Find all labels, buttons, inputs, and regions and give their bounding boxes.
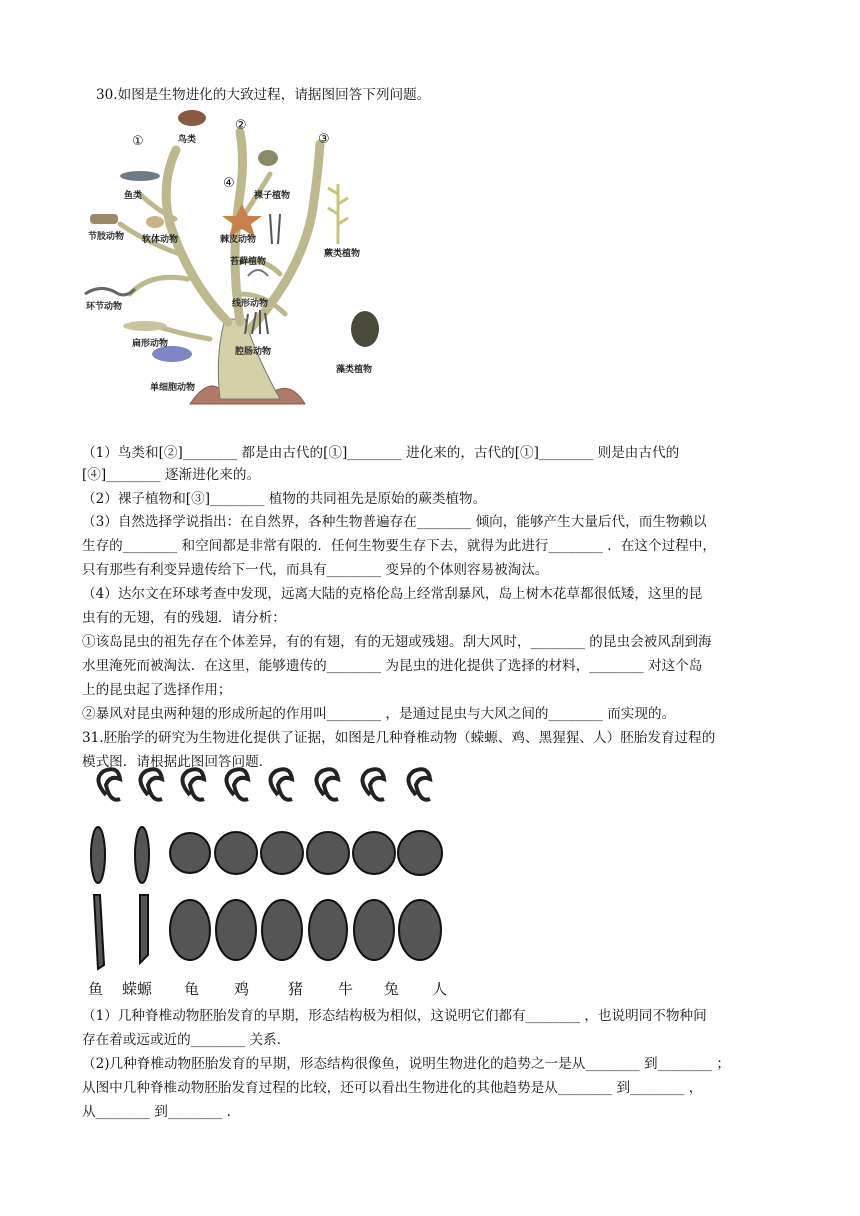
label-algae: 藻类植物 bbox=[336, 365, 373, 375]
algae-image bbox=[351, 311, 379, 347]
bird-image bbox=[178, 110, 206, 126]
q30-part3-line1: （3）自然选择学说指出：在自然界，各种生物普遍存在________ 倾向，能够产生大量后代，而生物赖以 bbox=[82, 514, 707, 530]
q31-part2-line1-text: （2)几种脊椎动物胚胎发育的早期，形态结构很像鱼，说明生物进化的趋势之一是从 bbox=[82, 1056, 586, 1072]
embryo-drawing bbox=[80, 765, 460, 975]
animal-label-cow: 牛 bbox=[338, 980, 354, 998]
q30-part1-line1: （1）鸟类和[②]________ 都是由古代的[①]________ 进化来的，古代的[①]________ 则是由古代的 bbox=[82, 445, 680, 461]
label-fish: 鱼类 bbox=[124, 191, 143, 201]
q31-title-line2: 模式图．请根据此图回答问题． bbox=[82, 754, 273, 770]
fish-image bbox=[120, 171, 160, 181]
q31-title-line1: 31.胚胎学的研究为生物进化提供了证据，如图是几种脊椎动物（蝾螈、鸡、黑猩猩、人）胚胎发育过程的 bbox=[82, 730, 716, 746]
q31-part1-line2: 存在着或远或近的________ 关系． bbox=[82, 1032, 291, 1048]
animal-label-pig: 猪 bbox=[288, 980, 304, 998]
label-nematodes: 线形动物 bbox=[232, 299, 269, 309]
mollusk-image bbox=[146, 216, 164, 228]
q30-part3-line3: 只有那些有利变异遗传给下一代，而具有________ 变异的个体则容易被淘汰。 bbox=[82, 562, 549, 578]
q31-part2-line2: 从图中几种脊椎动物胚胎发育过程的比较，还可以看出生物进化的其他趋势是从________ 到________ ， bbox=[82, 1080, 703, 1096]
label-echinoderms: 棘皮动物 bbox=[220, 235, 257, 245]
q30-part4-line1: （4）达尔文在环球考查中发现，远离大陆的克格伦岛上经常刮暴风，岛上树木花草都很低矮，这里的昆 bbox=[82, 586, 703, 602]
q31-part1-line1: （1）几种脊椎动物胚胎发育的早期，形态结构极为相似，这说明它们都有________ ，也说明同不物种间 bbox=[82, 1008, 707, 1024]
label-mosses: 苔藓植物 bbox=[230, 257, 267, 267]
animal-label-fish: 鱼 bbox=[88, 980, 104, 998]
q30-part1-line2: [④]________ 逐渐进化来的。 bbox=[82, 467, 261, 483]
label-arthropods: 节肢动物 bbox=[88, 232, 125, 242]
q30-part4-line5: 上的昆虫起了选择作用； bbox=[82, 682, 232, 698]
marker-4: ④ bbox=[223, 176, 235, 191]
q31-part2-blank-underlined: ________ bbox=[585, 1056, 640, 1072]
q31-part2-line3: 从________ 到________ . bbox=[82, 1104, 231, 1120]
animal-label-chicken: 鸡 bbox=[234, 980, 250, 998]
evolution-tree-figure bbox=[80, 104, 380, 424]
animal-label-human: 人 bbox=[432, 980, 448, 998]
q30-part4-line3: ①该岛昆虫的祖先存在个体差异，有的有翅，有的无翅或残翅。刮大风时，________ 的昆虫会被风刮到海 bbox=[82, 634, 712, 650]
flatworm-image bbox=[123, 321, 167, 331]
label-protozoa: 单细胞动物 bbox=[150, 383, 196, 393]
fern-image bbox=[328, 184, 348, 244]
q31-part2-line1 bbox=[82, 1055, 730, 1073]
label-ferns: 蕨类植物 bbox=[324, 249, 361, 259]
marker-3: ③ bbox=[318, 132, 330, 147]
label-mollusks: 软体动物 bbox=[142, 235, 179, 245]
moss-image bbox=[270, 214, 280, 244]
q30-title: 30.如图是生物进化的大致过程，请据图回答下列问题。 bbox=[96, 87, 431, 103]
arthropod-image bbox=[90, 214, 118, 224]
q30-part3-line2: 生存的________ 和空间都是非常有限的．任何生物要生存下去，就得为此进行________ ．在这个过程中， bbox=[82, 538, 716, 554]
animal-label-rabbit: 兔 bbox=[384, 980, 400, 998]
label-birds: 鸟类 bbox=[178, 135, 197, 145]
label-gymnosperms: 裸子植物 bbox=[254, 191, 291, 201]
q30-part2: （2）裸子植物和[③]________ 植物的共同祖先是原始的蕨类植物。 bbox=[82, 491, 487, 507]
q30-part4-line2: 虫有的无翅，有的残翅．请分析： bbox=[82, 610, 286, 626]
animal-label-salamander: 蝾螈 bbox=[122, 980, 153, 998]
embryo-development-figure bbox=[80, 765, 460, 995]
gymnosperm-image bbox=[258, 150, 278, 166]
label-cnidarians: 腔肠动物 bbox=[235, 347, 272, 357]
q31-part2-line1-end: 到________ ； bbox=[639, 1056, 730, 1072]
label-annelids: 环节动物 bbox=[86, 302, 123, 312]
label-flatworms: 扁形动物 bbox=[132, 339, 169, 349]
q30-part4-line4: 水里淹死而被淘汰．在这里，能够遗传的________ 为昆虫的进化提供了选择的材料，________ 对这个岛 bbox=[82, 658, 703, 674]
q30-part4-line6: ②暴风对昆虫两种翅的形成所起的作用叫________ ，是通过昆虫与大风之间的________ 而实现的。 bbox=[82, 706, 676, 722]
animal-label-turtle: 龟 bbox=[184, 980, 200, 998]
nematode-image bbox=[248, 270, 268, 276]
marker-1: ① bbox=[132, 134, 144, 149]
annelid-image bbox=[85, 288, 135, 294]
marker-2: ② bbox=[235, 118, 247, 133]
